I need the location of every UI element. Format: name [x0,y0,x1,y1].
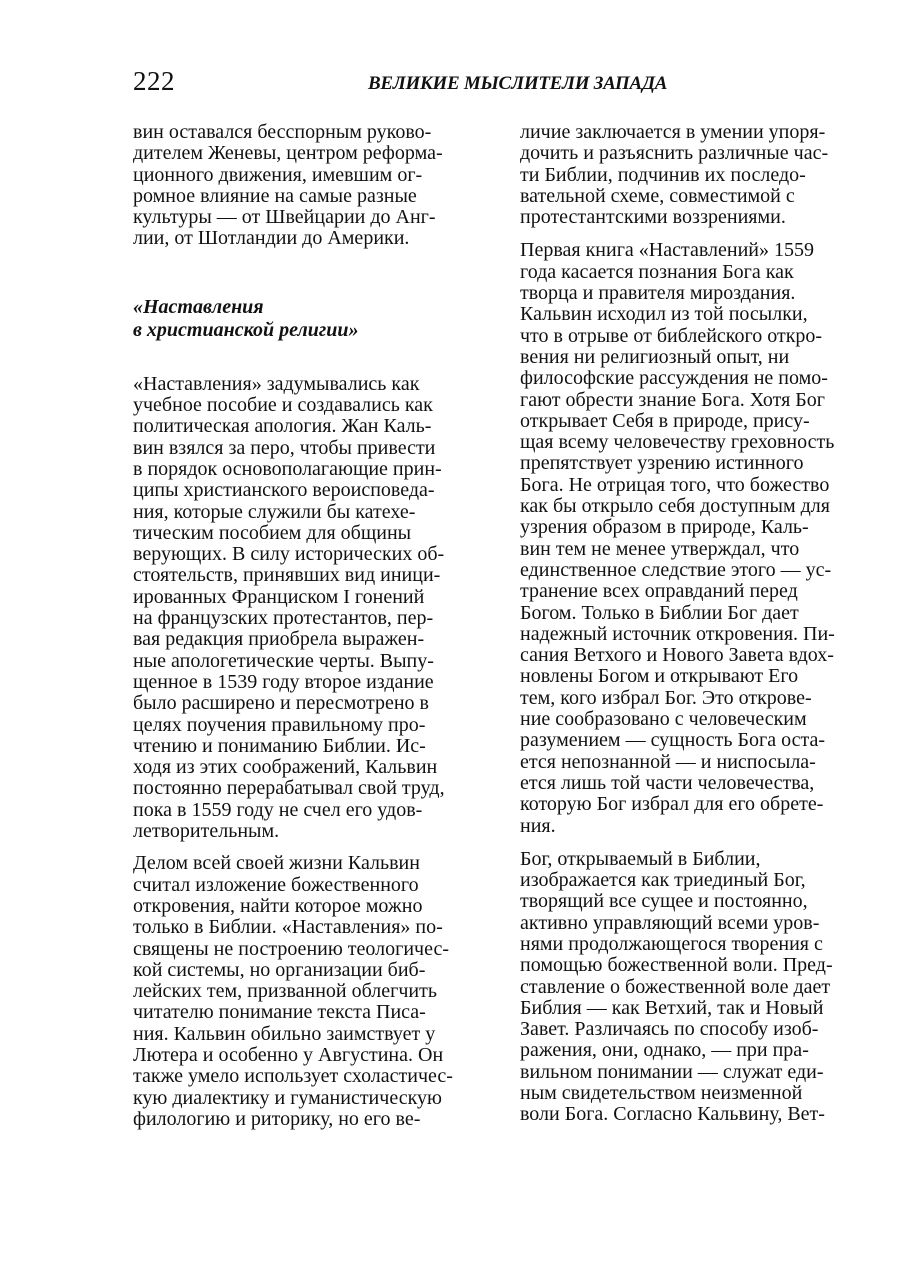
section-heading: «Наставления в христианской религии» [133,295,359,341]
running-title: ВЕЛИКИЕ МЫСЛИТЕЛИ ЗАПАДА [368,73,668,94]
right-paragraph-1: личие заключается в умении упоря- дочить и разъяснить различные час- ти Библии, подчинив их последо- вательной схеме, совместимой с протестантскими воззрениями. [520,121,829,229]
page-number: 222 [133,66,175,96]
left-paragraph-2: «Наставления» задумывались как учебное пособие и создавались как политическая апология. Жан Каль- вин взялся за перо, чтобы привести в порядок основополагающие прин- ципы христианского вероисповеда- ния, которые служили бы катехе- тическим пособием для общины верующих. В силу исторических об- стоятельств, принявших вид иници- ированных Франциском I гонений на французских протестантов, пер- вая редакция приобрела выражен- ные апологетические черты. Выпу- щенное в 1539 году второе издание было расширено и пересмотрено в целях поучения правильному про- чтению и пониманию Библии. Ис- ходя из этих соображений, Кальвин постоянно перерабатывал свой труд, пока в 1559 году не счел его удов- летворительным. [133,372,445,843]
right-paragraph-2: Первая книга «Наставлений» 1559 года касается познания Бога как творца и правителя мироздания. Кальвин исходил из той посылки, что в отрыве от библейского откро- вения ни религиозный опыт, ни философские рассуждения не помо- гают обрести знание Бога. Хотя Бог открывает Себя в природе, прису- щая всему человечеству греховность препятствует узрению истинного Бога. Не отрицая того, что божество как бы открыло себя доступным для узрения образом в природе, Каль- вин тем не менее утверждал, что единственное следствие этого — ус- транение всех оправданий перед Богом. Только в Библии Бог дает надежный источник откровения. Пи- сания Ветхого и Нового Завета вдох- новлены Богом и открывают Его тем, кого избрал Бог. Это открове- ние сообразовано с человеческим разумением — сущность Бога оста- ется непознанной — и ниспосыла- ется лишь той части человечества, которую Бог избрал для его обрете- ния. [520,239,835,837]
right-paragraph-3: Бог, открываемый в Библии, изображается как триединый Бог, творящий все сущее и постоянно, активно управляющий всеми уров- нями продолжающегося творения с помощью божественной воли. Пред- ставление о божественной воле дает Библия — как Ветхий, так и Новый Завет. Различаясь по способу изоб- ражения, они, однако, — при пра- вильном понимании — служат еди- ным свидетельством неизменной воли Бога. Согласно Кальвину, Вет- [520,847,833,1126]
left-paragraph-1: вин оставался бесспорным руково- дителем Женевы, центром реформа- ционного движения, имевшим ог- ромное влияние на самые разные культуры — от Швейцарии до Анг- лии, от Шотландии до Америки. [133,121,443,250]
left-column [133,118,495,1130]
right-column [520,118,865,1126]
left-paragraph-3: Делом всей своей жизни Кальвин считал изложение божественного откровения, найти которое можно только в Библии. «Наставления» по- священы не построению теологичес- кой системы, но организации биб- лейских тем, призванной облегчить читателю понимание текста Писа- ния. Кальвин обильно заимствует у Лютера и особенно у Августина. Он также умело использует схоластичес- кую диалектику и гуманистическую филологию и риторику, но его ве- [133,852,453,1130]
